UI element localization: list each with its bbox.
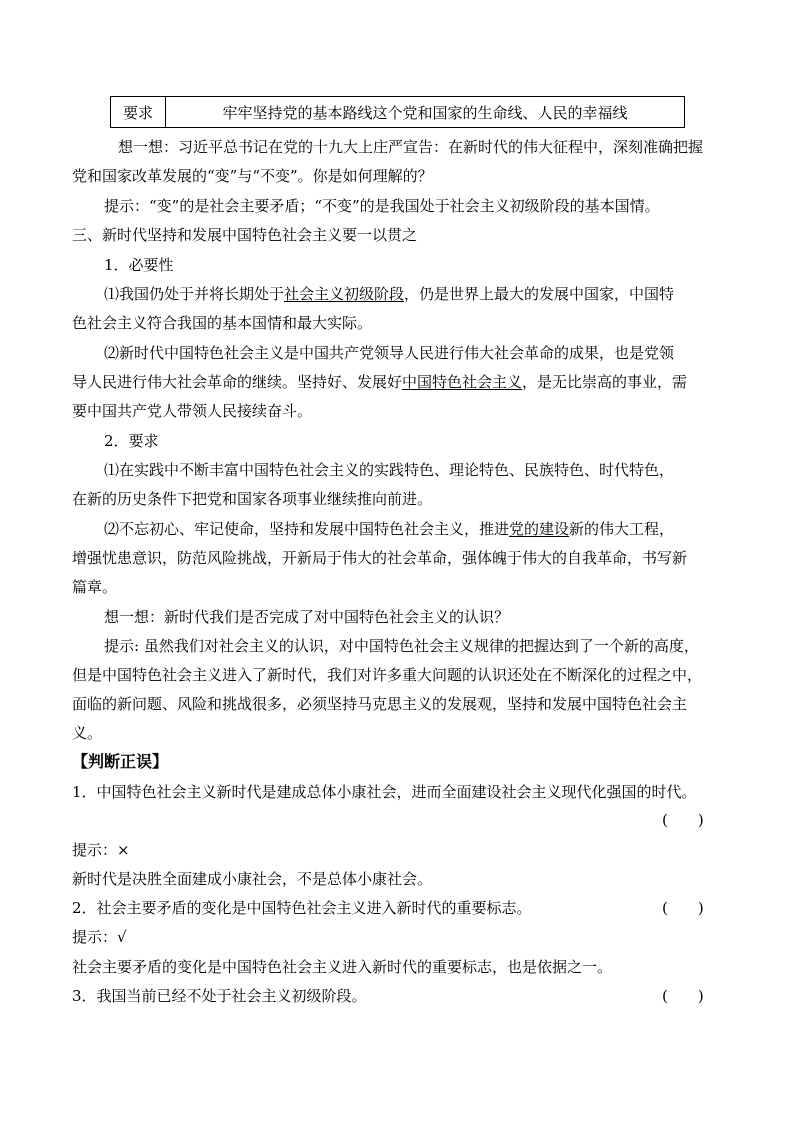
think-question-1-line-2: 党和国家改革发展的“变”与“不变”。你是如何理解的？ [72, 167, 433, 185]
judge-explain-1: 新时代是决胜全面建成小康社会，不是总体小康社会。 [72, 870, 433, 888]
paragraph-2-part-a: 导人民进行伟大社会革命的继续。坚持好、发展好 [72, 373, 403, 391]
judge-item-3: 3．我国当前已经不处于社会主义初级阶段。 [72, 987, 367, 1005]
hint-2-line-3: 面临的新问题、风险和挑战很多，必须坚持马克思主义的发展观，坚持和发展中国特色社会主 [72, 695, 688, 713]
answer-paren-1: ( ) [662, 811, 704, 829]
paragraph-1-part-a: ⑴我国仍处于并将长期处于 [104, 285, 285, 303]
hint-2-line-4: 义。 [72, 724, 103, 742]
paragraph-2-line-2 [72, 372, 687, 392]
subheading-necessity: 1．必要性 [104, 256, 174, 274]
section-3-heading: 三、新时代坚持和发展中国特色社会主义要一以贯之 [72, 226, 418, 244]
paragraph-1-line-1 [104, 284, 674, 304]
table-header-cell: 要求 [111, 97, 166, 127]
paragraph-4-part-b: 新的伟大工程， [569, 520, 675, 538]
judge-hint-2: 提示：√ [72, 928, 127, 946]
judge-explain-2: 社会主要矛盾的变化是中国特色社会主义进入新时代的重要标志，也是依据之一。 [72, 958, 613, 976]
underlined-term: 中国特色社会主义 [402, 373, 523, 391]
think-question-2: 想一想：新时代我们是否完成了对中国特色社会主义的认识？ [104, 608, 510, 626]
underlined-term: 社会主义初级阶段 [284, 285, 405, 303]
hint-1: 提示：“变”的是社会主要矛盾；“不变”的是我国处于社会主义初级阶段的基本国情。 [104, 197, 660, 215]
paragraph-2-line-1: ⑵新时代中国特色社会主义是中国共产党领导人民进行伟大社会革命的成果，也是党领 [104, 344, 675, 362]
answer-paren-3: ( ) [662, 987, 704, 1005]
subheading-requirements: 2．要求 [104, 432, 159, 450]
answer-paren-2: ( ) [662, 899, 704, 917]
paragraph-1-line-2: 色社会主义符合我国的基本国情和最大实际。 [72, 314, 373, 332]
paragraph-4-line-2: 增强忧患意识，防范风险挑战，开新局于伟大的社会革命，强体魄于伟大的自我革命，书写新 [72, 549, 688, 567]
paragraph-2-line-3: 要中国共产党人带领人民接续奋斗。 [72, 402, 313, 420]
paragraph-1-part-b: ，仍是世界上最大的发展中国家，中国特 [404, 285, 675, 303]
judge-hint-1: 提示：× [72, 841, 130, 859]
judge-item-2: 2．社会主要矛盾的变化是中国特色社会主义进入新时代的重要标志。 [72, 899, 532, 917]
paragraph-4-line-3: 篇章。 [72, 578, 118, 596]
judge-section-title: 【判断正误】 [72, 752, 169, 771]
paragraph-4-part-a: ⑵不忘初心、牢记使命，坚持和发展中国特色社会主义，推进 [104, 520, 510, 538]
paragraph-2-part-b: ，是无比崇高的事业，需 [522, 373, 688, 391]
underlined-term: 党的建设 [509, 520, 570, 538]
hint-2-line-1: 提示: 虽然我们对社会主义的认识，对中国特色社会主义规律的把握达到了一个新的高度， [104, 637, 699, 655]
paragraph-3-line-2: 在新的历史条件下把党和国家各项事业继续推向前进。 [72, 490, 433, 508]
think-question-1-line-1: 想一想：习近平总书记在党的十九大上庄严宣告：在新时代的伟大征程中，深刻准确把握 [118, 138, 704, 156]
judge-item-1: 1．中国特色社会主义新时代是建成总体小康社会，进而全面建设社会主义现代化强国的时代。 [72, 783, 697, 801]
paragraph-3-line-1: ⑴在实践中不断丰富中国特色社会主义的实践特色、理论特色、民族特色、时代特色， [104, 461, 675, 479]
hint-2-line-2: 但是中国特色社会主义进入了新时代，我们对许多重大问题的认识还处在不断深化的过程之中， [72, 666, 703, 684]
table-content-cell: 牢牢坚持党的基本路线这个党和国家的生命线、人民的幸福线 [222, 103, 628, 122]
paragraph-4-line-1 [104, 519, 674, 539]
requirement-table [110, 96, 685, 128]
